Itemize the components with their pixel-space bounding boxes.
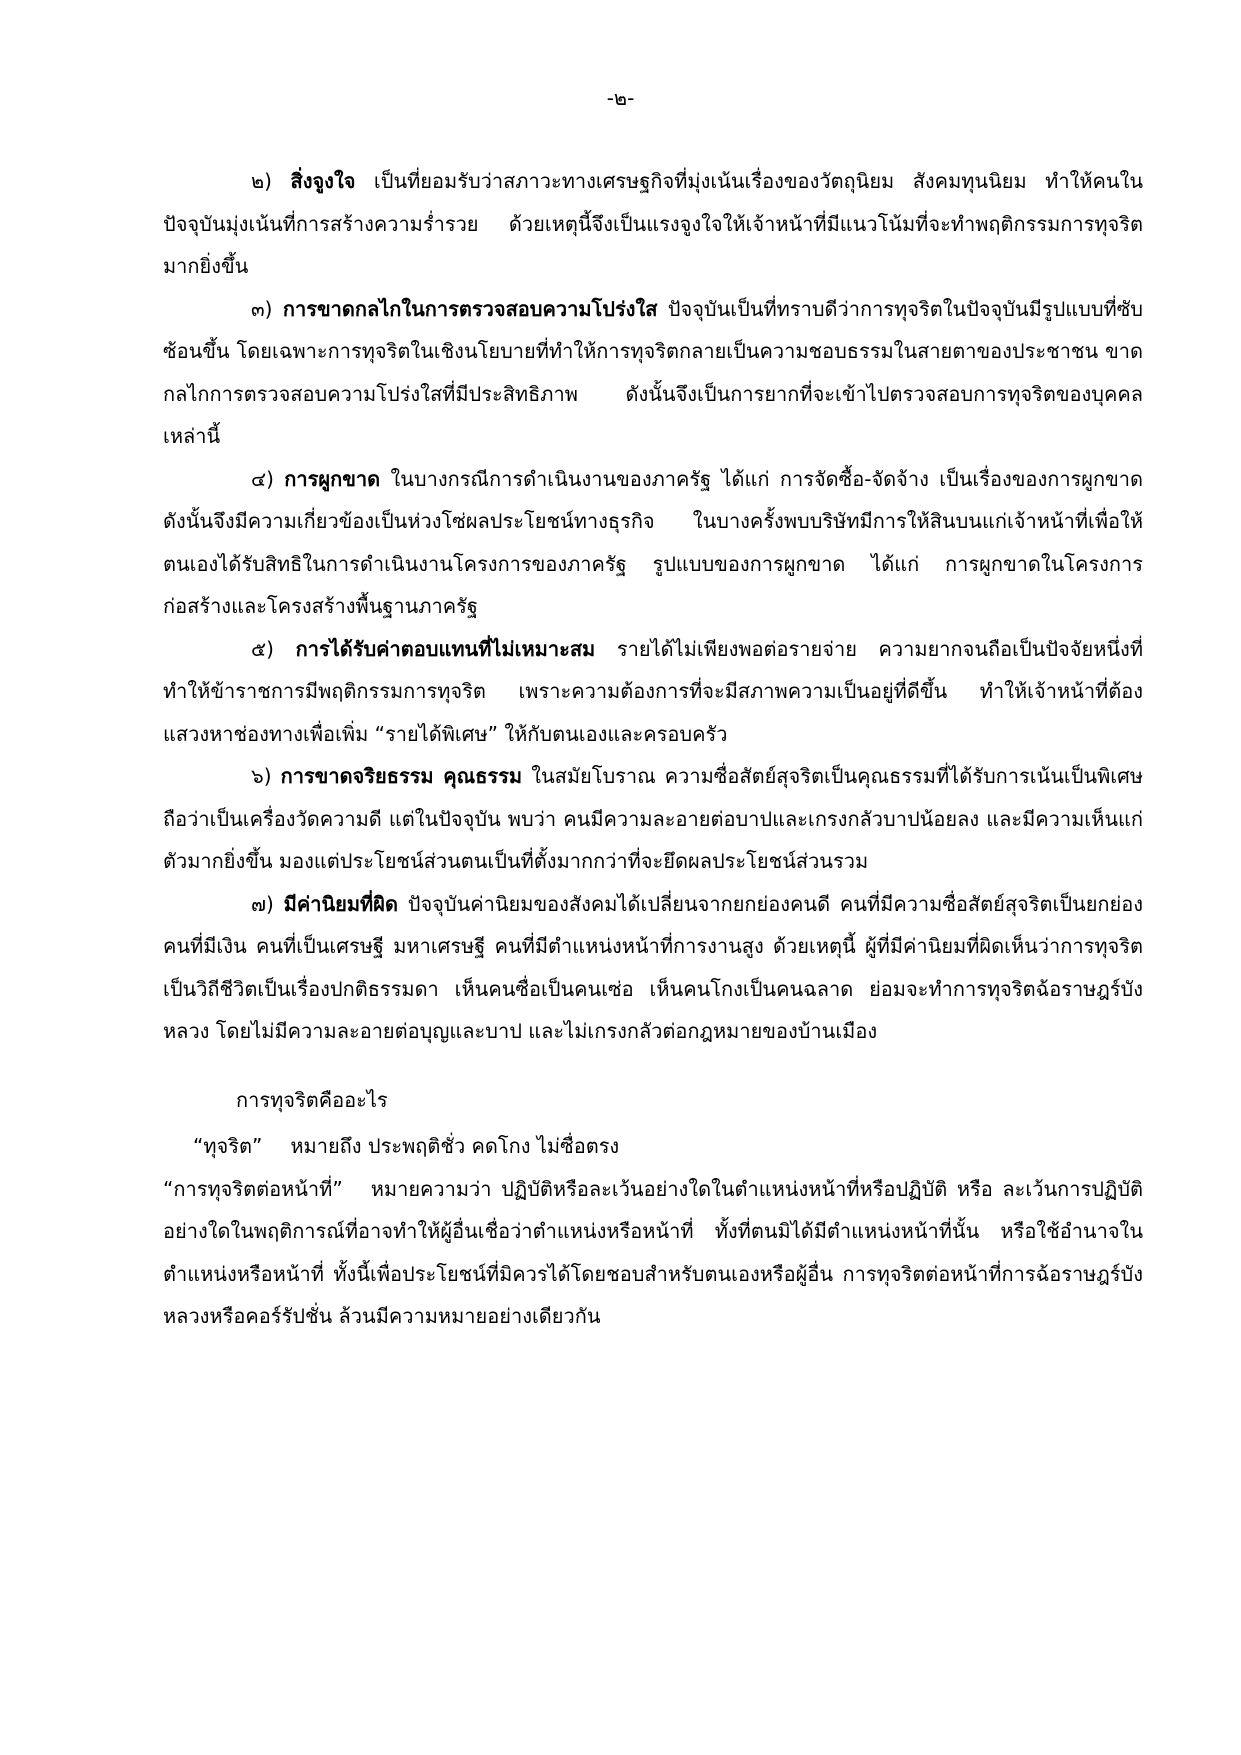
item-text: รายได้ไม่เพียงพอต่อรายจ่าย ความยากจนถือเป็นปัจจัยหนึ่งที่ทำให้ข้าราชการมีพฤติกรรมการทุจริต เพราะความต้องการที่จะมีสภาพความเป็นอยู่ที่ดีขึ้น ทำให้เจ้าหน้าที่ต้องแสวงหาช่องทางเพื่อเพิ่ม “รายได้พิเศษ” ให้กับตนเองและครอบครัว	[163, 636, 1144, 746]
paragraph-item-6	[163, 755, 1143, 883]
definition-term: “ทุจริต”	[193, 1134, 263, 1158]
item-number: ๕)	[251, 636, 274, 661]
item-text: ในบางกรณีการดำเนินงานของภาครัฐ ได้แก่ การจัดซื้อ-จัดจ้าง เป็นเรื่องของการผูกขาด ดังนั้นจึงมีความเกี่ยวข้องเป็นห่วงโซ่ผลประโยชน์ทางธุรกิจ ในบางครั้งพบบริษัทมีการให้สินบนแก่เจ้าหน้าที่เพื่อให้ตนเองได้รับสิทธิในการดำเนินงานโครงการของภาครัฐ รูปแบบของการผูกขาด ได้แก่ การผูกขาดในโครงการก่อสร้างและโครงสร้างพื้นฐานภาครัฐ	[163, 466, 1144, 618]
document-body	[163, 160, 1143, 1338]
item-heading: การขาดจริยธรรม คุณธรรม	[280, 764, 523, 788]
item-heading: การขาดกลไกในการตรวจสอบความโปร่งใส	[282, 296, 658, 321]
paragraph-item-3	[163, 288, 1143, 458]
definitions	[163, 1125, 1143, 1338]
item-text: ปัจจุบันเป็นที่ทราบดีว่าการทุจริตในปัจจุบันมีรูปแบบที่ซับซ้อนขึ้น โดยเฉพาะการทุจริตในเชิงนโยบายที่ทำให้การทุจริตกลายเป็นความชอบธรรมในสายตาของประชาชน ขาดกลไกการตรวจสอบความโปร่งใสที่มีประสิทธิภาพ ดังนั้นจึงเป็นการยากที่จะเข้าไปตรวจสอบการทุจริตของบุคคลเหล่านี้	[163, 296, 1143, 448]
definition-corruption-in-duty	[163, 1168, 1143, 1338]
item-number: ๖)	[251, 764, 272, 788]
paragraph-item-2	[163, 160, 1143, 288]
paragraph-item-7	[163, 883, 1143, 1053]
section-heading: การทุจริตคืออะไร	[236, 1087, 388, 1112]
page-number: -๒-	[606, 86, 635, 110]
item-number: ๗)	[251, 891, 274, 916]
definition-corruption	[163, 1125, 1143, 1168]
paragraph-item-5	[163, 628, 1143, 756]
item-text: ในสมัยโบราณ ความซื่อสัตย์สุจริตเป็นคุณธรรมที่ได้รับการเน้นเป็นพิเศษถือว่าเป็นเครื่องวัดความดี แต่ในปัจจุบัน พบว่า คนมีความละอายต่อบาปและเกรงกลัวบาปน้อยลง และมีความเห็นแก่ตัวมากยิ่งขึ้น มองแต่ประโยชน์ส่วนตนเป็นที่ตั้งมากกว่าที่จะยึดผลประโยชน์ส่วนรวม	[163, 764, 1143, 873]
item-heading: สิ่งจูงใจ	[290, 169, 356, 193]
item-heading: การได้รับค่าตอบแทนที่ไม่เหมาะสม	[295, 636, 596, 661]
item-text: ปัจจุบันค่านิยมของสังคมได้เปลี่ยนจากยกย่องคนดี คนที่มีความซื่อสัตย์สุจริตเป็นยกย่องคนที่มีเงิน คนที่เป็นเศรษฐี มหาเศรษฐี คนที่มีตำแหน่งหน้าที่การงานสูง ด้วยเหตุนี้ ผู้ที่มีค่านิยมที่ผิดเห็นว่าการทุจริตเป็นวิถีชีวิตเป็นเรื่องปกติธรรมดา เห็นคนซื่อเป็นคนเซ่อ เห็นคนโกงเป็นคนฉลาด ย่อมจะทำการทุจริตฉ้อราษฎร์บังหลวง โดยไม่มีความละอายต่อบุญและบาป และไม่เกรงกลัวต่อกฎหมายของบ้านเมือง	[163, 891, 1144, 1043]
definition-term: “การทุจริตต่อหน้าที่”	[163, 1176, 343, 1201]
item-text: เป็นที่ยอมรับว่าสภาวะทางเศรษฐกิจที่มุ่งเน้นเรื่องของวัตถุนิยม สังคมทุนนิยม ทำให้คนในปัจจุบันมุ่งเน้นที่การสร้างความร่ำรวย ด้วยเหตุนี้จึงเป็นแรงจูงใจให้เจ้าหน้าที่มีแนวโน้มที่จะทำพฤติกรรมการทุจริตมากยิ่งขึ้น	[163, 169, 1144, 278]
paragraph-item-4	[163, 458, 1143, 628]
item-number: ๒)	[251, 169, 272, 193]
definition-text: หมายถึง ประพฤติชั่ว คดโกง ไม่ซื่อตรง	[290, 1134, 620, 1158]
item-heading: การผูกขาด	[284, 466, 381, 491]
item-number: ๔)	[251, 466, 274, 491]
definition-text: หมายความว่า ปฏิบัติหรือละเว้นอย่างใดในตำแหน่งหน้าที่หรือปฏิบัติ หรือ ละเว้นการปฏิบัติอย่างใดในพฤติการณ์ที่อาจทำให้ผู้อื่นเชื่อว่าตำแหน่งหรือหน้าที่ ทั้งที่ตนมิได้มีตำแหน่งหน้าที่นั้น หรือใช้อำนาจในตำแหน่งหรือหน้าที่ ทั้งนี้เพื่อประโยชน์ที่มิควรได้โดยชอบสำหรับตนเองหรือผู้อื่น การทุจริตต่อหน้าที่การฉ้อราษฎร์บังหลวงหรือคอร์รัปชั่น ล้วนมีความหมายอย่างเดียวกัน	[163, 1176, 1143, 1328]
item-heading: มีค่านิยมที่ผิด	[283, 891, 398, 916]
item-number: ๓)	[251, 296, 273, 321]
